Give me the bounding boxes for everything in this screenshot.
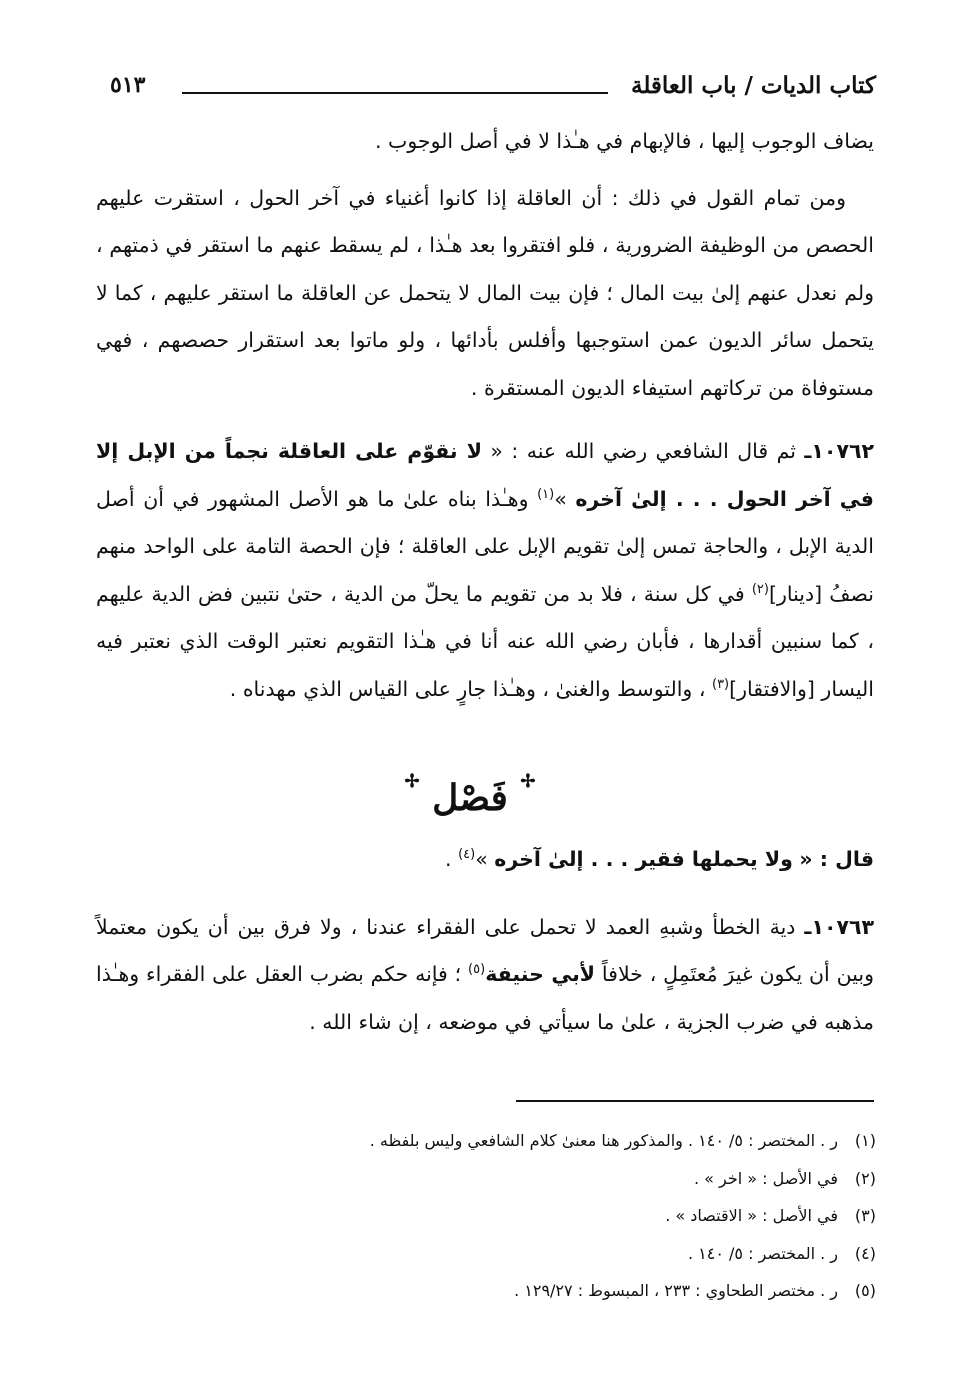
intro-text: ثم قال الشافعي رضي الله عنه : «	[490, 439, 796, 463]
footnote-text: في الأصل : « اخر » .	[694, 1168, 838, 1188]
body-block-bottom	[96, 836, 874, 1046]
ornament-icon: ✢	[520, 771, 536, 792]
qala-lead: قال : «	[799, 847, 874, 871]
footnote-rule	[516, 1100, 874, 1102]
footnote-number: (١)	[854, 1131, 876, 1150]
quote-close: »	[554, 486, 567, 511]
paragraph-number: ١٠٧٦٢ـ	[804, 439, 874, 463]
footnote-item	[200, 1160, 876, 1198]
sentence-end: .	[445, 847, 452, 871]
quote-close: »	[475, 847, 488, 871]
footnote-number: (٤)	[854, 1243, 876, 1263]
ornament-icon: ✢	[404, 771, 420, 792]
paragraph-continuation: يضاف الوجوب إليها ، فالإبهام في هـٰذا لا في أصل الوجوب .	[375, 129, 874, 153]
footnote-text: ر . المختصر : ٥/ ١٤٠ .	[687, 1243, 838, 1263]
footnote-ref-1: (١)	[537, 486, 555, 502]
footnote-item	[200, 1272, 876, 1310]
footnote-ref-3: (٣)	[711, 676, 730, 692]
paragraph-qala	[96, 836, 874, 884]
body-text-c: ، والتوسط والغنىٰ ، وهـٰذا جارٍ على القياس الذي مهدناه .	[229, 676, 706, 701]
body-text-a: دية الخطأ وشبهِ العمد لا تحمل على الفقراء عندنا ، ولا فرق بين أن يكون معتملاً وبين أن يكون غيرَ مُعتَمِلٍ ، خلافاً	[96, 914, 874, 986]
footnote-number: (٣)	[854, 1206, 876, 1225]
running-title: كتاب الديات / باب العاقلة	[630, 72, 876, 99]
footnote-text: ر . مختصر الطحاوي : ٢٣٣ ، المبسوط : ١٢٩/٢٧ .	[514, 1281, 838, 1300]
body-text-b: في كل سنة ، فلا بد من تقويم ما يحلّ من الدية ، حتىٰ نتبين فض الدية عليهم ، كما سنبين أقدارها ، فأبان رضي الله عنه أنا في هـٰذا التقويم نعتبر الوقت الذي نعتبر فيه اليسار [والافتقار]	[96, 581, 874, 701]
body-text-b: ؛ فإنه حكم بضرب العقل على الفقراء وهـٰذا مذهبه في ضرب الجزية ، علىٰ ما سيأتي في موضعه ، إن شاء الله .	[96, 962, 874, 1034]
section-heading-text: فَصْل	[432, 777, 508, 819]
scholar-name: لأبي حنيفة	[485, 962, 596, 986]
footnote-item	[200, 1235, 876, 1273]
footnote-ref-4: (٤)	[458, 847, 476, 863]
footnote-ref-2: (٢)	[751, 581, 769, 597]
paragraph-10763	[96, 904, 874, 1047]
footnote-item	[200, 1122, 876, 1160]
paragraph-number: ١٠٧٦٣ـ	[804, 914, 874, 939]
footnote-text: في الأصل : « الاقتصاد » .	[665, 1206, 838, 1225]
body-block-top	[96, 118, 874, 713]
paragraph-complete-statement: ومن تمام القول في ذلك : أن العاقلة إذا كانوا أغنياء في آخر الحول ، استقرت عليهم الحصص من الوظيفة الضرورية ، فلو افتقروا بعد هـٰذا ، لم يسقط عنهم ما استقر في ذمتهم ، ولم نعدل عنهم إلىٰ بيت المال ؛ فإن بيت المال لا يتحمل عن العاقلة ما استقر عليهم ، كما لا يتحمل سائر الديون عمن استوجبها وأفلس بأدائها ، ولو ماتوا بعد استقرار حصصهم ، فهي مستوفاة من تركاتهم استيفاء الديون المستقرة .	[96, 185, 874, 400]
page-number: ٥١٣	[110, 72, 146, 98]
quoted-text: لا نقوّم على العاقلة نجماً من الإبل إلا في آخر الحول . . . إلىٰ آخره	[96, 439, 874, 511]
paragraph-10762	[96, 428, 874, 713]
body-text-a: وهـٰذا بناه علىٰ ما هو الأصل المشهور في أن أصل الدية الإبل ، والحاجة تمس إلىٰ تقويم الإبل على العاقلة ؛ فإن الحصة التامة على الواحد منهم نصفُ [دينار]	[96, 486, 874, 606]
footnote-text: ر . المختصر : ٥/ ١٤٠ . والمذكور هنا معنىٰ كلام الشافعي وليس بلفظه .	[369, 1131, 838, 1150]
page-header	[110, 66, 876, 106]
footnotes	[200, 1122, 876, 1310]
section-heading-fasl	[360, 770, 580, 826]
footnote-item	[200, 1197, 876, 1235]
quoted-text: ولا يحملها فقير . . . إلىٰ آخره	[494, 847, 793, 871]
header-rule	[182, 92, 608, 94]
footnote-number: (٥)	[854, 1281, 876, 1300]
footnote-number: (٢)	[854, 1168, 876, 1188]
footnote-ref-5: (٥)	[468, 962, 486, 978]
